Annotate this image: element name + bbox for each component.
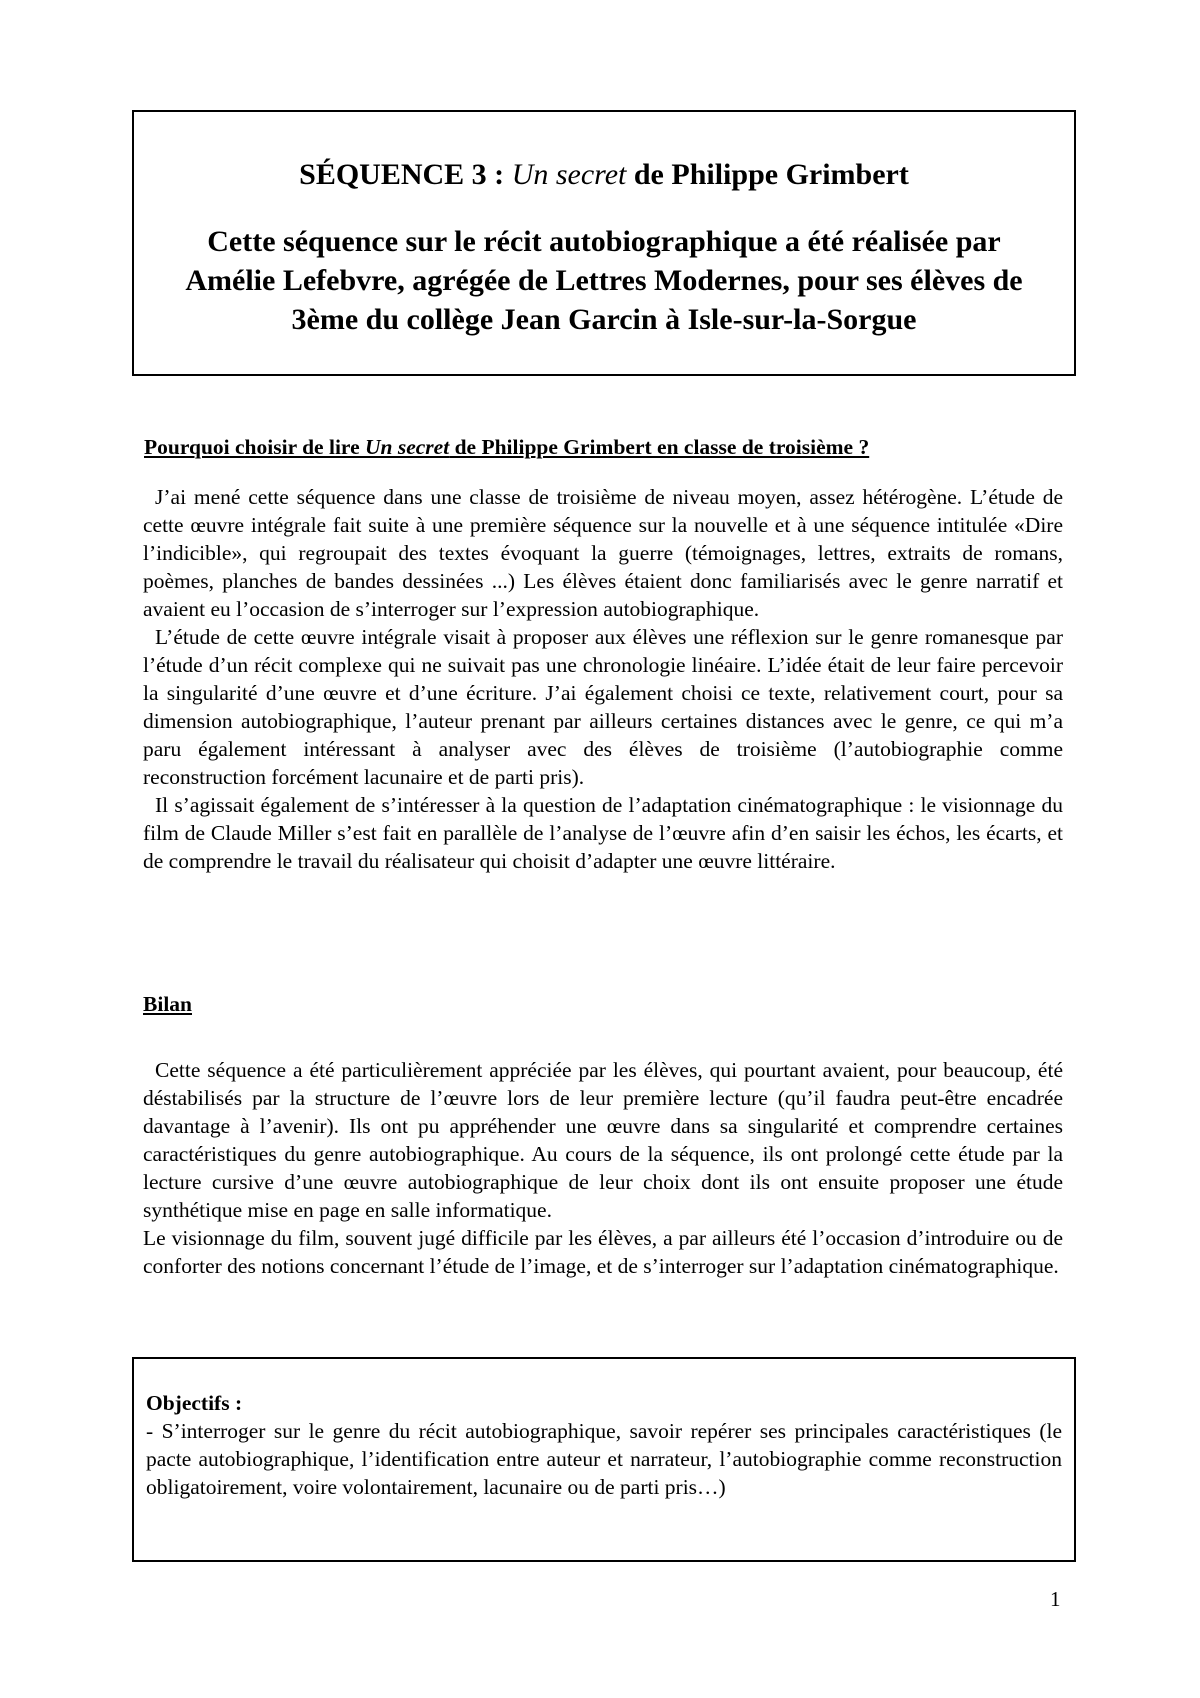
why-section xyxy=(143,433,1063,875)
bilan-heading: Bilan xyxy=(143,992,192,1016)
sequence-title: SÉQUENCE 3 : Un secret de Philippe Grimbert xyxy=(299,158,909,191)
why-paragraph-3: Il s’agissait également de s’intéresser à la question de l’adaptation cinématographique : le visionnage du film de Claude Miller s’est fait en parallèle de l’analyse de l’œuvre afin d’en saisir les échos, les écarts, et de comprendre le travail du réalisateur qui choisit d’adapter une œuvre littéraire. xyxy=(143,793,1063,873)
sequence-subtitle: Cette séquence sur le récit autobiographique a été réalisée par Amélie Lefebvre, agrégée de Lettres Modernes, pour ses élèves de 3ème du collège Jean Garcin à Isle-sur-la-Sorgue xyxy=(185,225,1023,336)
bilan-paragraph-2: Le visionnage du film, souvent jugé difficile par les élèves, a par ailleurs été l’occasion d’introduire ou de conforter des notions concernant l’étude de l’image, et de s’interroger sur l’adaptation cinématographique. xyxy=(143,1226,1063,1278)
objectives-title: Objectifs : xyxy=(146,1391,243,1415)
why-heading: Pourquoi choisir de lire Un secret de Philippe Grimbert en classe de troisième ? xyxy=(144,435,870,459)
bilan-paragraph-1: Cette séquence a été particulièrement appréciée par les élèves, qui pourtant avaient, pour beaucoup, été déstabilisés par la structure de l’œuvre lors de leur première lecture (qu’il faudra peut-être encadrée davantage à l’avenir). Ils ont pu appréhender une œuvre dans sa singularité et comprendre certaines caractéristiques du genre autobiographique. Au cours de la séquence, ils ont prolongé cette étude par la lecture cursive d’une œuvre autobiographique de leur choix dont ils ont ensuite proposer une étude synthétique mise en page en salle informatique. xyxy=(143,1058,1063,1222)
why-paragraph-1: J’ai mené cette séquence dans une classe de troisième de niveau moyen, assez hétérogène. L’étude de cette œuvre intégrale fait suite à une première séquence sur la nouvelle et à une séquence intitulée «Dire l’indicible», qui regroupait des textes évoquant la guerre (témoignages, lettres, extraits de romans, poèmes, planches de bandes dessinées ...) Les élèves étaient donc familiarisés avec le genre narratif et avaient eu l’occasion de s’interroger sur l’expression autobiographique. xyxy=(143,485,1063,621)
why-paragraph-2: L’étude de cette œuvre intégrale visait à proposer aux élèves une réflexion sur le genre romanesque par l’étude d’un récit complexe qui ne suivait pas une chronologie linéaire. L’idée était de leur faire percevoir la singularité d’une œuvre et d’une écriture. J’ai également choisi ce texte, relativement court, pour sa dimension autobiographique, l’auteur prenant par ailleurs certaines distances avec le genre, ce qui m’a paru également intéressant à analyser avec des élèves de troisième (l’autobiographie comme reconstruction forcément lacunaire et de parti pris). xyxy=(143,625,1063,789)
title-box xyxy=(132,110,1076,376)
objectives-box xyxy=(132,1357,1076,1562)
page-number: 1 xyxy=(1050,1587,1061,1611)
objectives-text: - S’interroger sur le genre du récit autobiographique, savoir repérer ses principales caractéristiques (le pacte autobiographique, l’identification entre auteur et narrateur, l’autobiographie comme reconstruction obligatoirement, voire volontairement, lacunaire ou de parti pris…) xyxy=(146,1419,1062,1499)
bilan-section xyxy=(143,990,1063,1280)
